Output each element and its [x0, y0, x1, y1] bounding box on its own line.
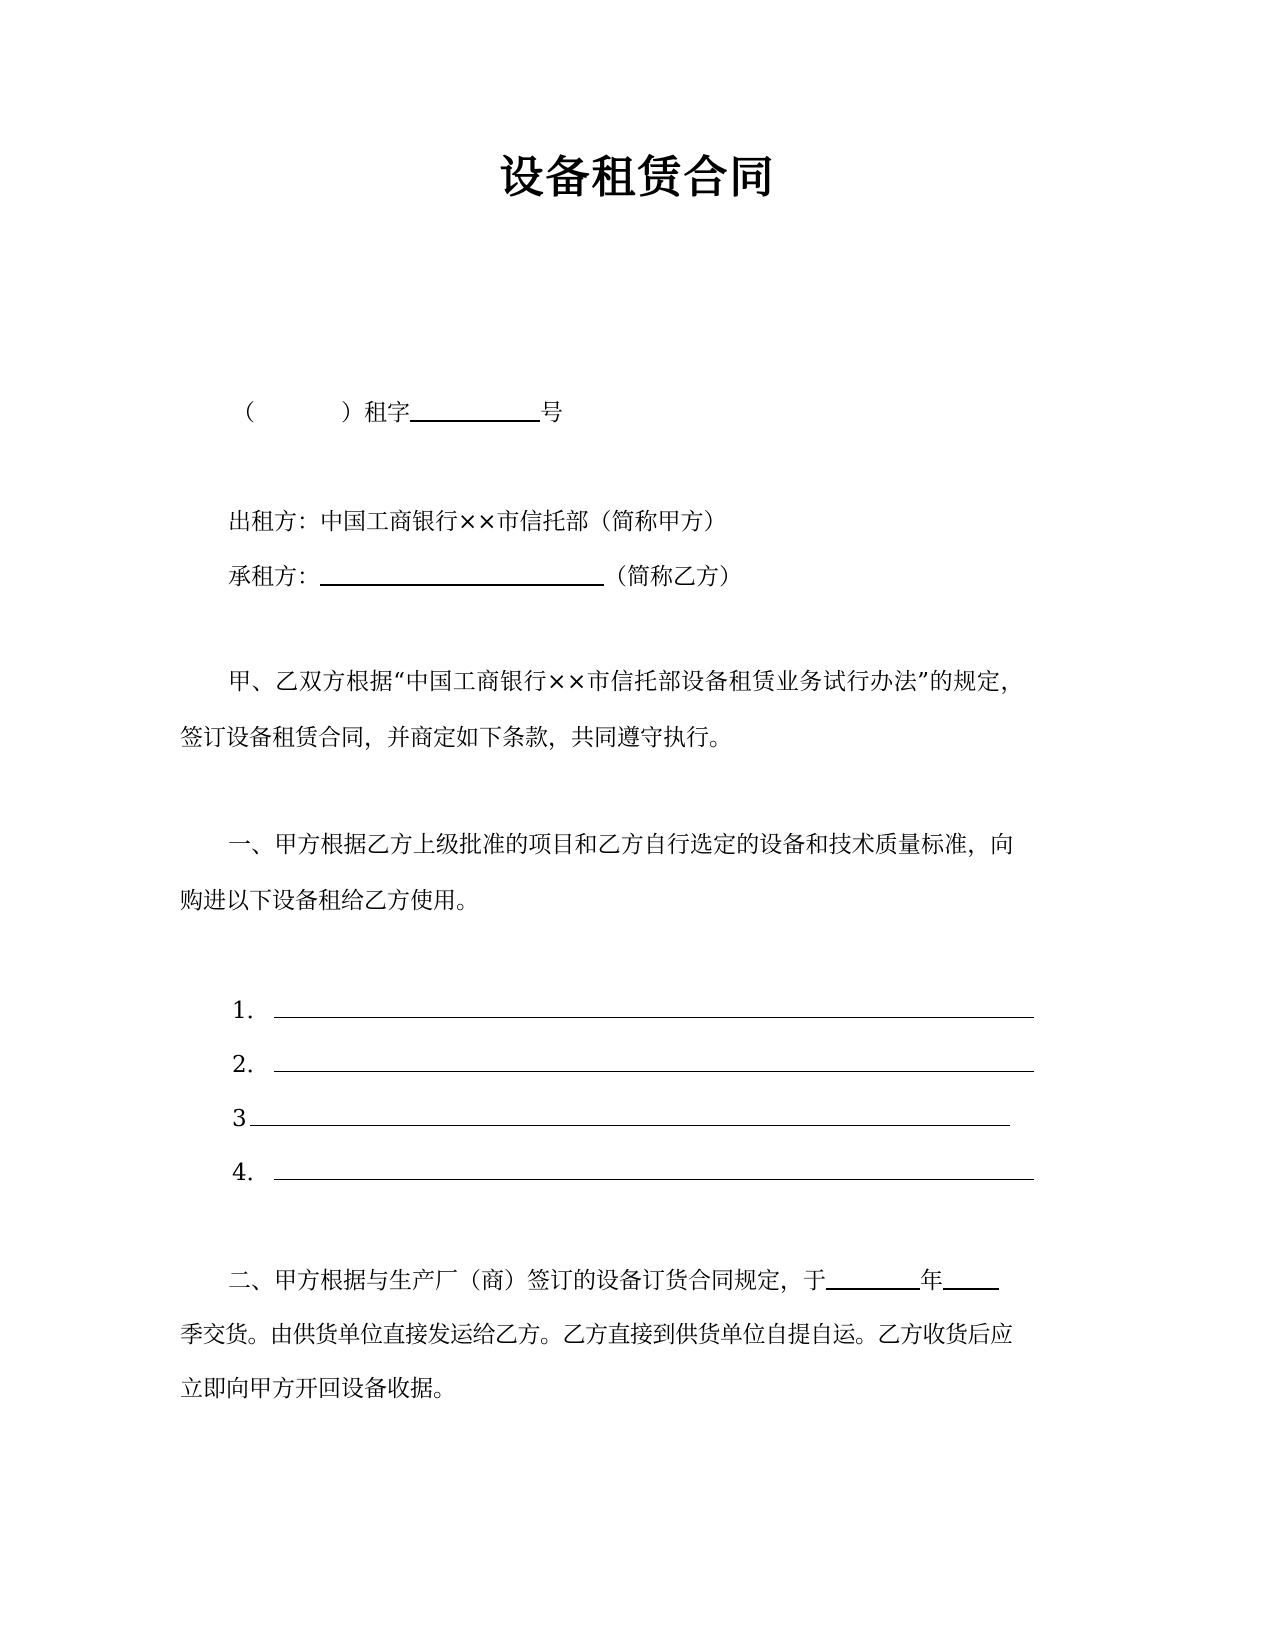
- clause-2-text-a: 二、甲方根据与生产厂（商）签订的设备订货合同规定，于: [228, 1268, 826, 1294]
- preamble-line-2: 签订设备租赁合同，并商定如下条款，共同遵守执行。: [180, 725, 732, 751]
- lessee-label: 承租方：: [228, 564, 320, 590]
- lessor-value: 中国工商银行××市信托部（简称甲方）: [320, 509, 727, 535]
- clause-2-line-2: 季交货。由供货单位直接发运给乙方。乙方直接到供货单位自提自运。乙方收货后应: [180, 1322, 1013, 1348]
- contract-number-line: [232, 396, 563, 429]
- equipment-item-4-number: 4．: [232, 1160, 270, 1186]
- lessor-label: 出租方：: [228, 509, 320, 535]
- preamble-line-1: 甲、乙双方根据“中国工商银行××市信托部设备租赁业务试行办法”的规定，: [228, 669, 1025, 695]
- document-title: 设备租赁合同: [499, 152, 776, 203]
- equipment-item-3-blank[interactable]: [250, 1125, 1010, 1126]
- clause-2-year-label: 年: [920, 1268, 943, 1294]
- clause-2-line-1: [228, 1264, 999, 1297]
- lessor-line: [228, 506, 727, 538]
- equipment-item-2-number: 2．: [232, 1052, 270, 1078]
- lessee-line: [228, 560, 742, 593]
- contract-number-blank[interactable]: [410, 396, 540, 422]
- lessee-suffix: （简称乙方）: [604, 564, 742, 590]
- equipment-item-3-number: 3: [232, 1106, 247, 1132]
- delivery-quarter-blank[interactable]: [943, 1264, 999, 1290]
- clause-1-line-2: 购进以下设备租给乙方使用。: [180, 888, 479, 914]
- lessee-name-blank[interactable]: [320, 560, 604, 586]
- contract-number-open-paren: （: [232, 400, 255, 426]
- clause-1-line-1: 一、甲方根据乙方上级批准的项目和乙方自行选定的设备和技术质量标准，向: [228, 832, 1014, 858]
- delivery-year-blank[interactable]: [826, 1264, 920, 1290]
- equipment-item-4-blank[interactable]: [274, 1179, 1034, 1180]
- equipment-item-1-blank[interactable]: [274, 1017, 1034, 1018]
- contract-number-suffix: 号: [540, 400, 563, 426]
- equipment-item-2-blank[interactable]: [274, 1071, 1034, 1072]
- clause-2-line-3: 立即向甲方开回设备收据。: [180, 1376, 456, 1402]
- equipment-item-1-number: 1．: [232, 998, 270, 1024]
- contract-number-label: ）租字: [341, 400, 410, 426]
